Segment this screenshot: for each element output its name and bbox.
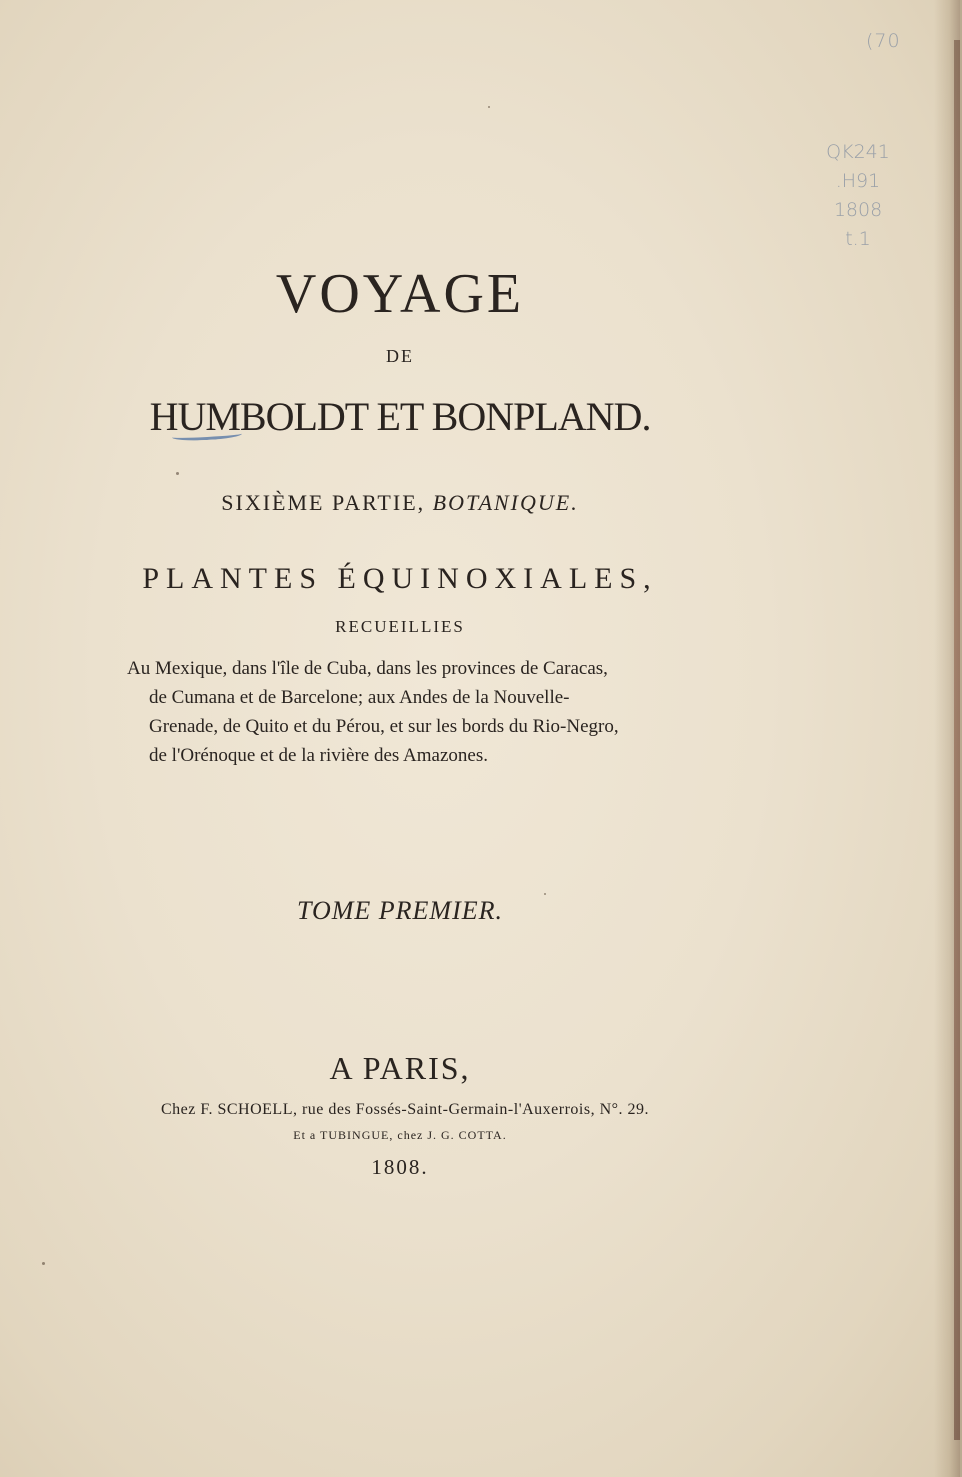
- call-number-line: t.1: [845, 228, 871, 250]
- part-label: SIXIÈME PARTIE,: [221, 490, 426, 515]
- imprint-publisher: Chez F. SCHOELL, rue des Fossés-Saint-Germain-l'Auxerrois, N°. 29.: [160, 1101, 650, 1118]
- part-subject: BOTANIQUE.: [432, 490, 579, 515]
- description-line: de l'Orénoque et de la rivière des Amazones.: [149, 745, 488, 766]
- description-line: Au Mexique, dans l'île de Cuba, dans les provinces de Caracas,: [127, 658, 608, 679]
- imprint-year: 1808.: [371, 1155, 429, 1179]
- call-number-line: 1808: [833, 199, 883, 221]
- ink-speck: [42, 1262, 45, 1265]
- call-number-line: .H91: [835, 170, 881, 192]
- ink-speck: [176, 472, 179, 475]
- page-edge-binding: [954, 40, 960, 1440]
- recueillies-label: RECUEILLIES: [335, 617, 465, 636]
- imprint-also-at: Et a TUBINGUE, chez J. G. COTTA.: [293, 1128, 507, 1142]
- title-de: DE: [386, 346, 414, 366]
- call-number: [826, 138, 890, 254]
- work-title: PLANTES ÉQUINOXIALES,: [142, 562, 658, 595]
- imprint-city: A PARIS,: [329, 1050, 471, 1086]
- collection-description: [127, 654, 687, 770]
- authors: [120, 393, 680, 440]
- part-heading: [120, 490, 680, 516]
- ink-speck: [544, 893, 546, 895]
- call-number-line: QK241: [826, 141, 890, 163]
- description-line: de Cumana et de Barcelone; aux Andes de la Nouvelle-: [149, 687, 570, 708]
- volume-label: TOME PREMIER.: [296, 896, 504, 925]
- description-line: Grenade, de Quito et du Pérou, et sur les bords du Rio-Negro,: [149, 716, 619, 737]
- ink-speck: [488, 106, 490, 108]
- authors-text: HUMBOLDT ET BONPLAND.: [149, 394, 651, 439]
- book-title: VOYAGE: [275, 263, 525, 325]
- pencil-number: (70: [866, 30, 901, 52]
